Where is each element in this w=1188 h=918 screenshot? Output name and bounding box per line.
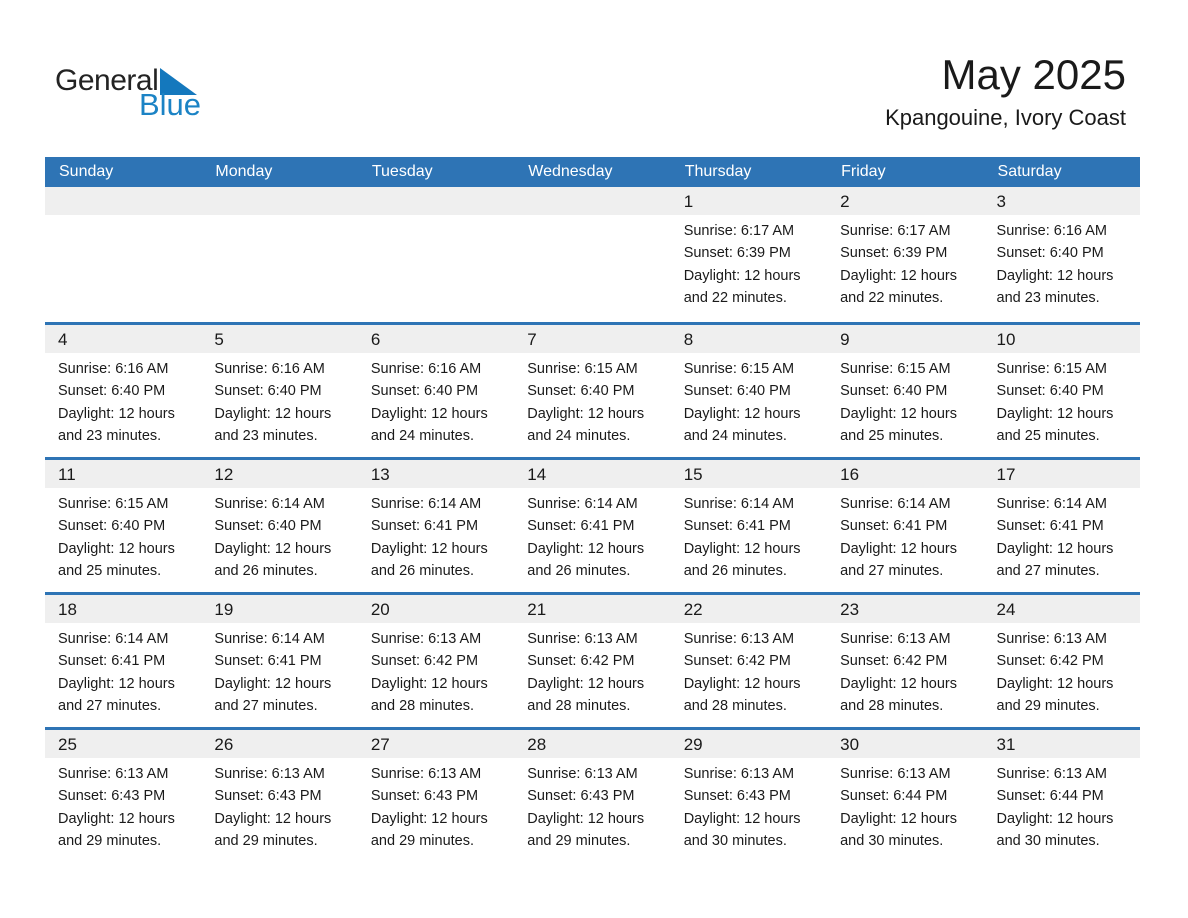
sunrise-text: Sunrise: 6:14 AM xyxy=(214,496,325,512)
day-number: 1 xyxy=(671,187,827,215)
daylight-line2-text: and 29 minutes. xyxy=(58,832,162,849)
sunrise-text: Sunrise: 6:16 AM xyxy=(996,223,1107,239)
sunset-text: Sunset: 6:41 PM xyxy=(840,518,948,535)
calendar-cell-day-7 xyxy=(514,325,670,457)
daylight-line2-text: and 24 minutes. xyxy=(683,427,787,444)
daylight-line2-text: and 30 minutes. xyxy=(683,832,787,849)
day-number: 18 xyxy=(45,595,201,623)
daylight-line1-text: Daylight: 12 hours xyxy=(370,405,488,422)
day-number: 13 xyxy=(358,460,514,488)
sunrise-text: Sunrise: 6:13 AM xyxy=(840,631,951,647)
day-number: 22 xyxy=(671,595,827,623)
daylight-line2-text: and 26 minutes. xyxy=(683,562,787,579)
sunset-text: Sunset: 6:44 PM xyxy=(840,788,948,805)
sunrise-text: Sunrise: 6:16 AM xyxy=(214,361,325,377)
daylight-line2-text: and 29 minutes. xyxy=(370,832,475,849)
day-number: 4 xyxy=(45,325,201,353)
day-number: 25 xyxy=(45,730,201,758)
sunrise-text: Sunrise: 6:15 AM xyxy=(527,361,638,377)
day-details xyxy=(984,215,1140,309)
sunrise-text: Sunrise: 6:17 AM xyxy=(683,223,795,239)
calendar-cell-day-3 xyxy=(984,187,1140,322)
sunset-text: Sunset: 6:42 PM xyxy=(370,653,479,670)
calendar-cell-day-21 xyxy=(514,595,670,727)
daylight-line2-text: and 23 minutes. xyxy=(996,289,1100,306)
sunrise-text: Sunrise: 6:14 AM xyxy=(996,496,1107,512)
daylight-line1-text: Daylight: 12 hours xyxy=(527,675,645,692)
daylight-line2-text: and 27 minutes. xyxy=(840,562,944,579)
daylight-line1-text: Daylight: 12 hours xyxy=(370,810,488,827)
calendar-cell-day-27 xyxy=(358,730,514,862)
daylight-line1-text: Daylight: 12 hours xyxy=(214,810,332,827)
day-number: 24 xyxy=(984,595,1140,623)
logo-text-blue: Blue xyxy=(138,87,201,122)
day-details xyxy=(671,488,827,582)
day-details xyxy=(671,215,827,309)
day-number: 27 xyxy=(358,730,514,758)
day-details xyxy=(358,623,514,717)
general-blue-logo xyxy=(55,66,203,120)
day-number: 11 xyxy=(45,460,201,488)
sunset-text: Sunset: 6:43 PM xyxy=(370,788,479,805)
sunrise-text: Sunrise: 6:14 AM xyxy=(683,496,795,512)
day-details xyxy=(514,623,670,717)
logo-text-general: General xyxy=(55,64,159,97)
sunrise-text: Sunrise: 6:13 AM xyxy=(370,631,482,647)
daylight-line2-text: and 30 minutes. xyxy=(840,832,944,849)
daylight-line1-text: Daylight: 12 hours xyxy=(214,405,332,422)
sunset-text: Sunset: 6:43 PM xyxy=(58,788,166,805)
sunrise-text: Sunrise: 6:14 AM xyxy=(840,496,951,512)
sunrise-text: Sunrise: 6:14 AM xyxy=(370,496,482,512)
day-number: 23 xyxy=(827,595,983,623)
calendar-cell-day-31 xyxy=(984,730,1140,862)
sunset-text: Sunset: 6:41 PM xyxy=(527,518,635,535)
day-details xyxy=(984,758,1140,852)
day-details xyxy=(827,623,983,717)
calendar-cell-empty xyxy=(45,187,201,322)
weekday-header-row xyxy=(45,157,1140,187)
daylight-line1-text: Daylight: 12 hours xyxy=(58,810,175,827)
weekday-header-tuesday: Tuesday xyxy=(371,163,433,180)
day-details xyxy=(827,758,983,852)
daylight-line2-text: and 30 minutes. xyxy=(996,832,1100,849)
sunset-text: Sunset: 6:41 PM xyxy=(683,518,791,535)
calendar-cell-day-17 xyxy=(984,460,1140,592)
week-row-2 xyxy=(45,322,1140,457)
sunset-text: Sunset: 6:42 PM xyxy=(840,653,948,670)
weekday-header-sunday: Sunday xyxy=(59,163,114,180)
daylight-line1-text: Daylight: 12 hours xyxy=(683,675,801,692)
day-number: 8 xyxy=(671,325,827,353)
calendar-cell-day-25 xyxy=(45,730,201,862)
daylight-line2-text: and 25 minutes. xyxy=(840,427,944,444)
day-details xyxy=(201,758,357,852)
sunrise-text: Sunrise: 6:15 AM xyxy=(996,361,1107,377)
day-number: 19 xyxy=(201,595,357,623)
calendar-cell-day-22 xyxy=(671,595,827,727)
day-number: 12 xyxy=(201,460,357,488)
daylight-line2-text: and 29 minutes. xyxy=(996,697,1100,714)
daylight-line2-text: and 26 minutes. xyxy=(527,562,631,579)
daylight-line2-text: and 28 minutes. xyxy=(683,697,787,714)
daylight-line2-text: and 23 minutes. xyxy=(214,427,318,444)
day-details xyxy=(671,758,827,852)
calendar-cell-day-14 xyxy=(514,460,670,592)
location-subtitle: Kpangouine, Ivory Coast xyxy=(885,105,1126,131)
sunset-text: Sunset: 6:43 PM xyxy=(527,788,635,805)
calendar-cell-empty xyxy=(514,187,670,322)
day-details xyxy=(984,488,1140,582)
daylight-line1-text: Daylight: 12 hours xyxy=(370,540,488,557)
day-number xyxy=(514,187,670,215)
sunset-text: Sunset: 6:40 PM xyxy=(58,518,166,535)
day-details xyxy=(514,353,670,447)
day-details xyxy=(827,488,983,582)
sunset-text: Sunset: 6:40 PM xyxy=(527,383,635,400)
daylight-line1-text: Daylight: 12 hours xyxy=(58,405,175,422)
sunset-text: Sunset: 6:40 PM xyxy=(840,383,948,400)
calendar-cell-day-29 xyxy=(671,730,827,862)
sunrise-text: Sunrise: 6:14 AM xyxy=(527,496,638,512)
daylight-line2-text: and 28 minutes. xyxy=(527,697,631,714)
calendar-cell-day-9 xyxy=(827,325,983,457)
calendar-cell-day-16 xyxy=(827,460,983,592)
daylight-line1-text: Daylight: 12 hours xyxy=(840,405,957,422)
daylight-line1-text: Daylight: 12 hours xyxy=(840,267,957,284)
day-number: 17 xyxy=(984,460,1140,488)
week-row-1 xyxy=(45,187,1140,322)
day-details xyxy=(201,488,357,582)
sunrise-text: Sunrise: 6:15 AM xyxy=(840,361,951,377)
sunrise-text: Sunrise: 6:13 AM xyxy=(683,631,795,647)
daylight-line2-text: and 27 minutes. xyxy=(996,562,1100,579)
day-number: 7 xyxy=(514,325,670,353)
day-number: 14 xyxy=(514,460,670,488)
sunset-text: Sunset: 6:40 PM xyxy=(996,383,1104,400)
day-details xyxy=(671,353,827,447)
sunset-text: Sunset: 6:41 PM xyxy=(58,653,166,670)
sunset-text: Sunset: 6:40 PM xyxy=(370,383,479,400)
weekday-header-saturday: Saturday xyxy=(997,163,1062,180)
calendar-cell-day-5 xyxy=(201,325,357,457)
sunset-text: Sunset: 6:40 PM xyxy=(214,383,322,400)
sunrise-text: Sunrise: 6:13 AM xyxy=(683,766,795,782)
calendar-cell-day-23 xyxy=(827,595,983,727)
day-number: 20 xyxy=(358,595,514,623)
daylight-line1-text: Daylight: 12 hours xyxy=(683,810,801,827)
daylight-line1-text: Daylight: 12 hours xyxy=(996,675,1114,692)
calendar-cell-day-10 xyxy=(984,325,1140,457)
day-number: 15 xyxy=(671,460,827,488)
daylight-line2-text: and 24 minutes. xyxy=(370,427,475,444)
daylight-line2-text: and 28 minutes. xyxy=(370,697,475,714)
daylight-line1-text: Daylight: 12 hours xyxy=(840,810,957,827)
daylight-line1-text: Daylight: 12 hours xyxy=(840,675,957,692)
sunrise-text: Sunrise: 6:17 AM xyxy=(840,223,951,239)
calendar-cell-empty xyxy=(358,187,514,322)
day-details xyxy=(45,758,201,852)
day-number xyxy=(201,187,357,215)
daylight-line1-text: Daylight: 12 hours xyxy=(683,405,801,422)
daylight-line2-text: and 24 minutes. xyxy=(527,427,631,444)
daylight-line1-text: Daylight: 12 hours xyxy=(683,267,801,284)
calendar-cell-day-26 xyxy=(201,730,357,862)
day-details xyxy=(827,215,983,309)
daylight-line1-text: Daylight: 12 hours xyxy=(996,405,1114,422)
calendar-table xyxy=(45,157,1140,862)
daylight-line2-text: and 29 minutes. xyxy=(527,832,631,849)
sunset-text: Sunset: 6:39 PM xyxy=(840,245,948,262)
daylight-line2-text: and 29 minutes. xyxy=(214,832,318,849)
day-details xyxy=(358,758,514,852)
sunset-text: Sunset: 6:42 PM xyxy=(527,653,635,670)
day-number xyxy=(45,187,201,215)
daylight-line1-text: Daylight: 12 hours xyxy=(214,675,332,692)
sunrise-text: Sunrise: 6:13 AM xyxy=(840,766,951,782)
daylight-line2-text: and 25 minutes. xyxy=(996,427,1100,444)
daylight-line2-text: and 27 minutes. xyxy=(58,697,162,714)
daylight-line2-text: and 25 minutes. xyxy=(58,562,162,579)
day-number: 3 xyxy=(984,187,1140,215)
daylight-line1-text: Daylight: 12 hours xyxy=(527,810,645,827)
sunset-text: Sunset: 6:42 PM xyxy=(683,653,791,670)
calendar-cell-day-19 xyxy=(201,595,357,727)
sunset-text: Sunset: 6:40 PM xyxy=(58,383,166,400)
sunset-text: Sunset: 6:41 PM xyxy=(996,518,1104,535)
daylight-line1-text: Daylight: 12 hours xyxy=(996,810,1114,827)
day-details xyxy=(514,758,670,852)
day-number: 5 xyxy=(201,325,357,353)
weekday-header-monday: Monday xyxy=(215,163,273,180)
day-details xyxy=(45,488,201,582)
sunset-text: Sunset: 6:42 PM xyxy=(996,653,1104,670)
day-number: 29 xyxy=(671,730,827,758)
calendar-cell-day-1 xyxy=(671,187,827,322)
calendar-cell-day-15 xyxy=(671,460,827,592)
calendar-cell-day-4 xyxy=(45,325,201,457)
daylight-line2-text: and 28 minutes. xyxy=(840,697,944,714)
calendar-cell-day-28 xyxy=(514,730,670,862)
month-title: May 2025 xyxy=(941,51,1126,98)
day-number: 21 xyxy=(514,595,670,623)
sunrise-text: Sunrise: 6:13 AM xyxy=(996,631,1107,647)
calendar-cell-day-18 xyxy=(45,595,201,727)
weekday-header-wednesday: Wednesday xyxy=(528,163,613,180)
sunset-text: Sunset: 6:40 PM xyxy=(683,383,791,400)
day-details xyxy=(984,623,1140,717)
calendar-cell-day-2 xyxy=(827,187,983,322)
day-number: 9 xyxy=(827,325,983,353)
day-details xyxy=(201,353,357,447)
sunrise-text: Sunrise: 6:13 AM xyxy=(214,766,325,782)
header-titles xyxy=(885,52,1126,131)
sunrise-text: Sunrise: 6:13 AM xyxy=(996,766,1107,782)
daylight-line2-text: and 22 minutes. xyxy=(683,289,787,306)
week-row-5 xyxy=(45,727,1140,862)
calendar-cell-day-6 xyxy=(358,325,514,457)
day-details xyxy=(827,353,983,447)
sunrise-text: Sunrise: 6:14 AM xyxy=(58,631,169,647)
calendar-cell-day-20 xyxy=(358,595,514,727)
sunset-text: Sunset: 6:40 PM xyxy=(214,518,322,535)
day-number: 26 xyxy=(201,730,357,758)
week-row-4 xyxy=(45,592,1140,727)
daylight-line1-text: Daylight: 12 hours xyxy=(840,540,957,557)
daylight-line1-text: Daylight: 12 hours xyxy=(58,675,175,692)
daylight-line2-text: and 22 minutes. xyxy=(840,289,944,306)
sunrise-text: Sunrise: 6:15 AM xyxy=(683,361,795,377)
calendar-cell-day-8 xyxy=(671,325,827,457)
calendar-cell-day-13 xyxy=(358,460,514,592)
calendar-cell-empty xyxy=(201,187,357,322)
sunset-text: Sunset: 6:40 PM xyxy=(996,245,1104,262)
sunset-text: Sunset: 6:41 PM xyxy=(370,518,479,535)
sunset-text: Sunset: 6:43 PM xyxy=(214,788,322,805)
daylight-line2-text: and 26 minutes. xyxy=(370,562,475,579)
daylight-line2-text: and 27 minutes. xyxy=(214,697,318,714)
sunset-text: Sunset: 6:43 PM xyxy=(683,788,791,805)
daylight-line1-text: Daylight: 12 hours xyxy=(527,405,645,422)
daylight-line1-text: Daylight: 12 hours xyxy=(996,267,1114,284)
daylight-line1-text: Daylight: 12 hours xyxy=(527,540,645,557)
calendar-cell-day-11 xyxy=(45,460,201,592)
daylight-line1-text: Daylight: 12 hours xyxy=(58,540,175,557)
daylight-line2-text: and 26 minutes. xyxy=(214,562,318,579)
weekday-header-thursday: Thursday xyxy=(684,163,752,180)
calendar-cell-day-24 xyxy=(984,595,1140,727)
daylight-line1-text: Daylight: 12 hours xyxy=(996,540,1114,557)
sunrise-text: Sunrise: 6:14 AM xyxy=(214,631,325,647)
day-details xyxy=(45,353,201,447)
day-details xyxy=(514,488,670,582)
day-details xyxy=(45,623,201,717)
day-details xyxy=(984,353,1140,447)
sunrise-text: Sunrise: 6:13 AM xyxy=(58,766,169,782)
sunrise-text: Sunrise: 6:16 AM xyxy=(370,361,482,377)
sunrise-text: Sunrise: 6:13 AM xyxy=(527,631,638,647)
sunrise-text: Sunrise: 6:16 AM xyxy=(58,361,169,377)
day-number: 6 xyxy=(358,325,514,353)
daylight-line1-text: Daylight: 12 hours xyxy=(370,675,488,692)
week-row-3 xyxy=(45,457,1140,592)
calendar-cell-day-12 xyxy=(201,460,357,592)
day-number: 30 xyxy=(827,730,983,758)
day-details xyxy=(671,623,827,717)
sunrise-text: Sunrise: 6:13 AM xyxy=(527,766,638,782)
day-number: 28 xyxy=(514,730,670,758)
sunrise-text: Sunrise: 6:13 AM xyxy=(370,766,482,782)
calendar-weeks xyxy=(45,187,1140,862)
sunset-text: Sunset: 6:44 PM xyxy=(996,788,1104,805)
daylight-line1-text: Daylight: 12 hours xyxy=(683,540,801,557)
day-number: 16 xyxy=(827,460,983,488)
day-number: 31 xyxy=(984,730,1140,758)
weekday-header-friday: Friday xyxy=(841,163,886,180)
calendar-cell-day-30 xyxy=(827,730,983,862)
sunset-text: Sunset: 6:39 PM xyxy=(683,245,791,262)
day-number: 2 xyxy=(827,187,983,215)
day-details xyxy=(358,353,514,447)
daylight-line1-text: Daylight: 12 hours xyxy=(214,540,332,557)
day-details xyxy=(358,488,514,582)
daylight-line2-text: and 23 minutes. xyxy=(58,427,162,444)
day-number: 10 xyxy=(984,325,1140,353)
day-number xyxy=(358,187,514,215)
sunset-text: Sunset: 6:41 PM xyxy=(214,653,322,670)
sunrise-text: Sunrise: 6:15 AM xyxy=(58,496,169,512)
day-details xyxy=(201,623,357,717)
